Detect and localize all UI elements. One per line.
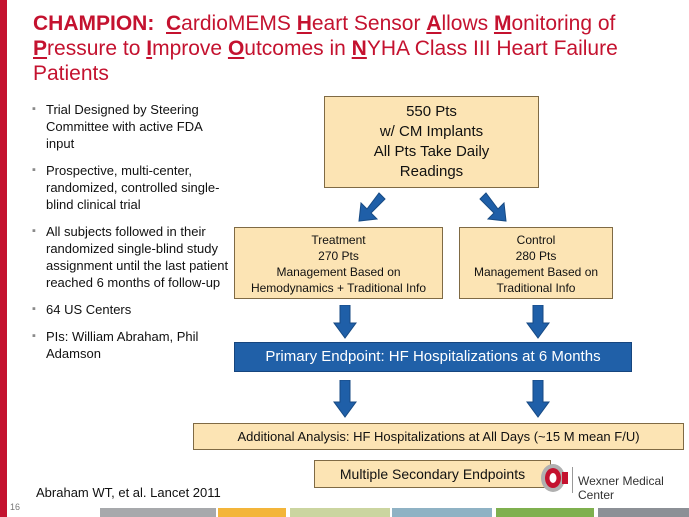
arrow-down-icon bbox=[526, 305, 550, 339]
bullet-text: Trial Designed by Steering Committee with active FDA input bbox=[46, 102, 203, 151]
footer-bar-green bbox=[496, 508, 594, 517]
title-initial: H bbox=[296, 12, 312, 35]
bullet-marker-icon: ▪ bbox=[32, 164, 36, 176]
enrollment-line: Readings bbox=[399, 163, 464, 180]
title-word: ressure to bbox=[47, 37, 147, 60]
bullet-marker-icon: ▪ bbox=[32, 330, 36, 342]
bullet-item bbox=[32, 328, 232, 362]
bullet-item bbox=[32, 162, 232, 213]
bullet-text: All subjects followed in their randomized single-blind study assignment until the last patient reached 6 months of follow-up bbox=[46, 224, 229, 290]
left-accent-bar bbox=[0, 0, 7, 517]
arrow-down-icon bbox=[526, 380, 550, 418]
title-initial: P bbox=[33, 37, 48, 60]
slide-title bbox=[33, 11, 683, 86]
bullet-text: PIs: William Abraham, Phil Adamson bbox=[46, 329, 199, 361]
page-number: 16 bbox=[10, 502, 21, 512]
control-box bbox=[459, 227, 613, 299]
title-word: ardioMEMS bbox=[181, 12, 297, 35]
arrow-down-left-icon bbox=[357, 191, 387, 223]
primary-endpoint-box: Primary Endpoint: HF Hospitalizations at 6 Months bbox=[234, 342, 632, 372]
treatment-line: Hemodynamics + Traditional Info bbox=[250, 281, 427, 295]
title-word: YHA Class III Heart Failure Patients bbox=[33, 37, 618, 85]
title-lead: CHAMPION: bbox=[33, 12, 155, 35]
control-line: Control bbox=[516, 233, 556, 247]
arrow-down-icon bbox=[333, 305, 357, 339]
title-initial: C bbox=[166, 12, 182, 35]
bullet-item bbox=[32, 223, 232, 291]
secondary-endpoints-box: Multiple Secondary Endpoints bbox=[314, 460, 551, 488]
treatment-box bbox=[234, 227, 443, 299]
bullet-item bbox=[32, 301, 232, 318]
title-initial: M bbox=[493, 12, 512, 35]
footer-bar-gray bbox=[100, 508, 216, 517]
treatment-line: Management Based on bbox=[276, 265, 401, 279]
control-line: 280 Pts bbox=[515, 249, 557, 263]
title-word: llows bbox=[441, 12, 494, 35]
bullet-text: Prospective, multi-center, randomized, controlled single-blind clinical trial bbox=[46, 163, 220, 212]
additional-analysis-box: Additional Analysis: HF Hospitalizations at All Days (~15 M mean F/U) bbox=[193, 423, 684, 450]
enrollment-line: w/ CM Implants bbox=[379, 123, 484, 140]
title-initial: A bbox=[426, 12, 442, 35]
bullet-item bbox=[32, 101, 232, 152]
arrow-down-right-icon bbox=[478, 191, 508, 223]
bullet-marker-icon: ▪ bbox=[32, 303, 36, 315]
title-word: utcomes in bbox=[244, 37, 352, 60]
treatment-line: Treatment bbox=[311, 233, 366, 247]
bullet-marker-icon: ▪ bbox=[32, 103, 36, 115]
title-initial: O bbox=[227, 37, 245, 60]
footer-bar-gold bbox=[218, 508, 286, 517]
title-word: mprove bbox=[152, 37, 228, 60]
title-initial: N bbox=[351, 37, 367, 60]
footer-bar-blue bbox=[392, 508, 492, 517]
ohio-state-logo-icon bbox=[540, 462, 570, 494]
enrollment-line: All Pts Take Daily bbox=[373, 143, 490, 160]
bullet-text: 64 US Centers bbox=[46, 302, 132, 317]
enrollment-box bbox=[324, 96, 539, 188]
title-initial: I bbox=[146, 37, 153, 60]
citation: Abraham WT, et al. Lancet 2011 bbox=[36, 485, 221, 500]
bullet-list bbox=[32, 101, 232, 372]
logo-text: Wexner Medical Center bbox=[578, 474, 664, 502]
treatment-line: 270 Pts bbox=[318, 249, 359, 263]
arrow-down-icon bbox=[333, 380, 357, 418]
footer-bar-olive bbox=[290, 508, 390, 517]
footer-bar-slate bbox=[598, 508, 689, 517]
enrollment-line: 550 Pts bbox=[406, 103, 457, 120]
bullet-marker-icon: ▪ bbox=[32, 225, 36, 237]
title-word: onitoring of bbox=[511, 12, 616, 35]
control-line: Management Based on bbox=[473, 265, 599, 279]
logo-divider bbox=[572, 467, 573, 493]
title-word: eart Sensor bbox=[311, 12, 427, 35]
control-line: Traditional Info bbox=[496, 281, 576, 295]
